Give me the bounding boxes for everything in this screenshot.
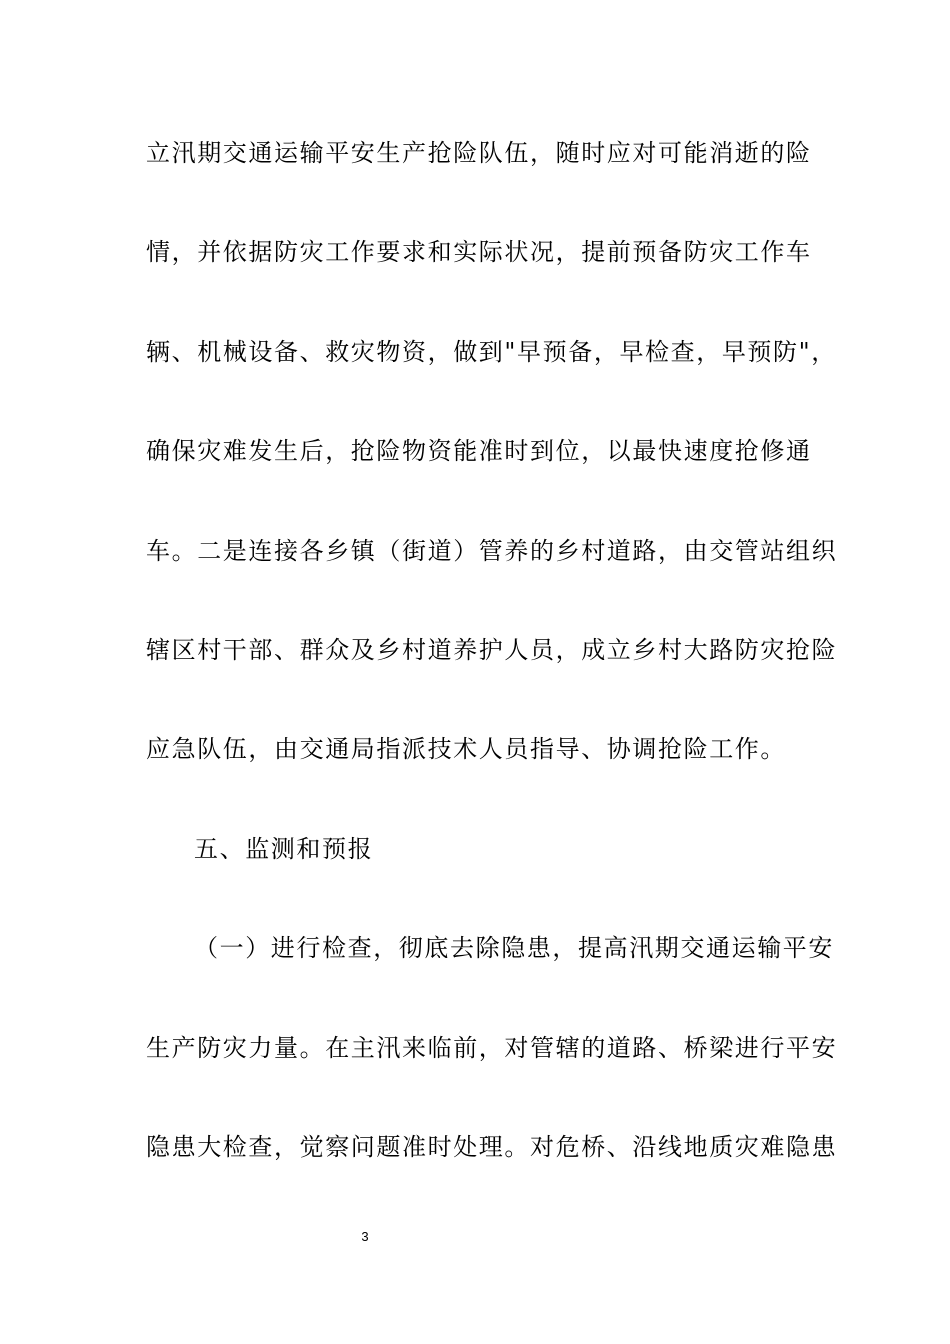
body-text-line: 车。二是连接各乡镇（街道）管养的乡村道路，由交管站组织 xyxy=(146,537,838,565)
body-text-line: 应急队伍，由交通局指派技术人员指导、协调抢险工作。 xyxy=(146,735,786,763)
body-text-line: 生产防灾力量。在主汛来临前，对管辖的道路、桥梁进行平安 xyxy=(146,1034,838,1062)
body-text-line: 辆、机械设备、救灾物资，做到"早预备，早检查，早预防"， xyxy=(146,338,837,366)
body-text-line: （一）进行检查，彻底去除隐患，提高汛期交通运输平安 xyxy=(194,934,834,962)
body-text-line: 情，并依据防灾工作要求和实际状况，提前预备防灾工作车 xyxy=(146,238,812,266)
body-text-line: 确保灾难发生后，抢险物资能准时到位，以最快速度抢修通 xyxy=(146,437,812,465)
section-heading: 五、监测和预报 xyxy=(194,835,374,863)
body-text-line: 隐患大检查，觉察问题准时处理。对危桥、沿线地质灾难隐患 xyxy=(146,1133,838,1161)
body-text-line: 辖区村干部、群众及乡村道养护人员，成立乡村大路防灾抢险 xyxy=(146,636,838,664)
body-text-line: 立汛期交通运输平安生产抢险队伍，随时应对可能消逝的险 xyxy=(146,139,812,167)
page-number: 3 xyxy=(361,1229,369,1244)
